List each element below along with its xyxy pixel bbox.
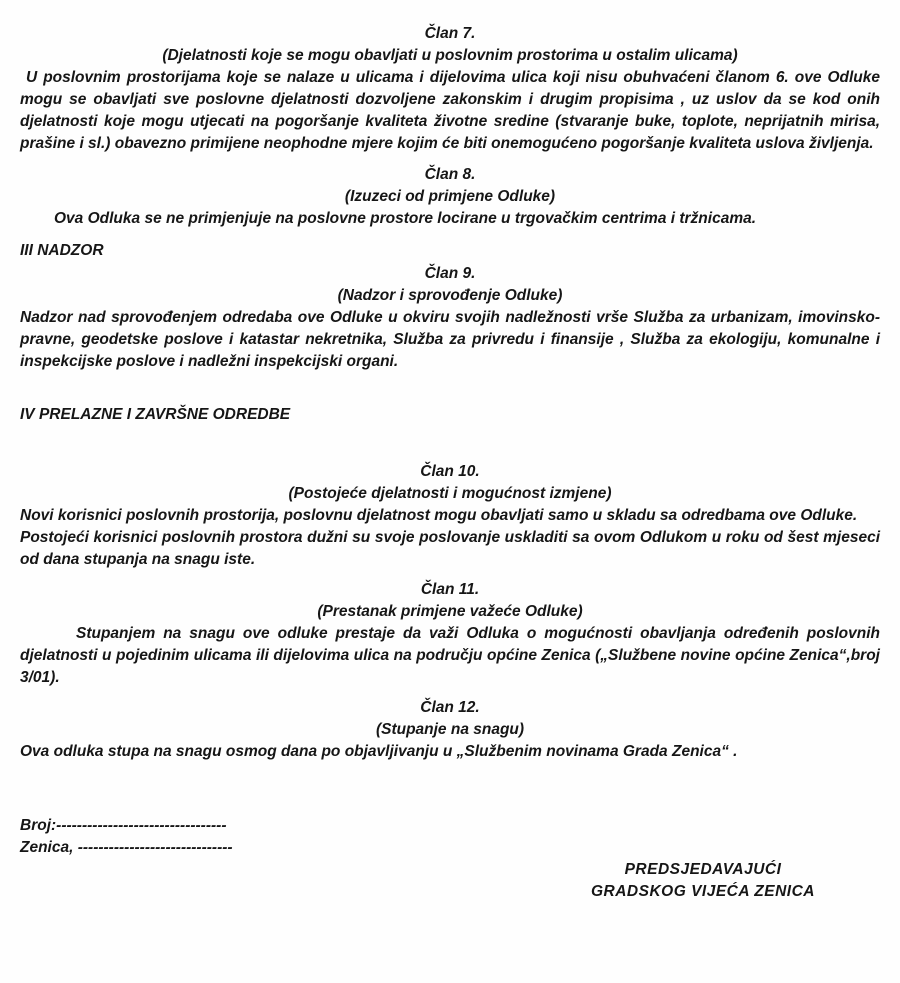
signature-title: PREDSJEDAVAJUĆI [624, 861, 782, 878]
article-clan-9-heading: Član 9. [424, 265, 476, 282]
article-clan-11-heading: Član 11. [420, 581, 480, 598]
article-clan-12-subtitle: (Stupanje na snagu) [375, 721, 525, 738]
article-clan-12 [20, 697, 880, 763]
footer-number-line: Broj:--------------------------------- [20, 817, 227, 834]
article-clan-11-paragraph: Stupanjem na snagu ove odluke prestaje da važi Odluka o mogućnosti obavljanja određenih poslovnih djelatnosti u pojedinim ulicama ili dijelovima ulica na području općine Zenica („Službene novine općine Zenica“,broj 3/01). [20, 625, 880, 686]
document-footer [20, 815, 880, 903]
article-clan-10-heading: Član 10. [420, 463, 480, 480]
article-clan-10-paragraph-1: Novi korisnici poslovnih prostorija, poslovnu djelatnost mogu obavljati samo u skladu sa odredbama ove Odluke. [20, 507, 858, 524]
footer-place-date-line: Zenica, ------------------------------ [20, 839, 233, 856]
article-clan-9-paragraph: Nadzor nad sprovođenjem odredaba ove Odluke u okviru svojih nadležnosti vrše Služba za urbanizam, imovinsko-pravne, geodetske poslove i katastar nekretnika, Služba za privredu i finansije , Služba za ekologiju, komunalne i inspekcijske poslove i nadležni inspekcijski organi. [20, 309, 880, 370]
article-clan-11-subtitle: (Prestanak primjene važeće Odluke) [317, 603, 583, 620]
section-heading-zavrsne-odredbe: IV PRELAZNE I ZAVRŠNE ODREDBE [20, 406, 291, 423]
article-clan-8-subtitle: (Izuzeci od primjene Odluke) [344, 188, 556, 205]
article-clan-7-paragraph: U poslovnim prostorijama koje se nalaze u ulicama i dijelovima ulica koji nisu obuhvaćeni članom 6. ove Odluke mogu se obavljati sve poslovne djelatnosti dozvoljene zakonskim i drugim propisima , uz uslov da se kod onih djelatnosti koje mogu utjecati na pogoršanje kvaliteta životne sredine (stvaranje buke, toplote, neprijatnih mirisa, prašine i sl.) obavezno primijene neophodne mjere kojim će biti onemogućeno pogoršanje kvaliteta uslova življenja. [20, 69, 880, 152]
article-clan-10-subtitle: (Postojeće djelatnosti i mogućnost izmjene) [288, 485, 612, 502]
article-clan-10 [20, 461, 880, 571]
article-clan-10-paragraph-2: Postojeći korisnici poslovnih prostora dužni su svoje poslovanje uskladiti sa ovom Odlukom u roku od šest mjeseci od dana stupanja na snagu iste. [20, 529, 880, 568]
article-clan-7 [20, 23, 880, 155]
article-clan-9-subtitle: (Nadzor i sprovođenje Odluke) [337, 287, 563, 304]
article-clan-9 [20, 263, 880, 373]
article-clan-12-heading: Član 12. [420, 699, 480, 716]
article-clan-12-paragraph: Ova odluka stupa na snagu osmog dana po objavljivanju u „Službenim novinama Grada Zenica“ . [20, 743, 738, 760]
article-clan-11 [20, 579, 880, 689]
article-clan-8-heading: Član 8. [424, 166, 476, 183]
signature-block [548, 859, 858, 903]
section-heading-nadzor: III NADZOR [20, 242, 104, 259]
article-clan-7-heading: Član 7. [424, 25, 476, 42]
article-clan-8 [20, 164, 880, 230]
signature-organization: GRADSKOG VIJEĆA ZENICA [590, 883, 815, 900]
article-clan-7-subtitle: (Djelatnosti koje se mogu obavljati u poslovnim prostorima u ostalim ulicama) [162, 47, 738, 64]
article-clan-8-paragraph: Ova Odluka se ne primjenjuje na poslovne prostore locirane u trgovačkim centrima i tržnicama. [54, 210, 757, 227]
